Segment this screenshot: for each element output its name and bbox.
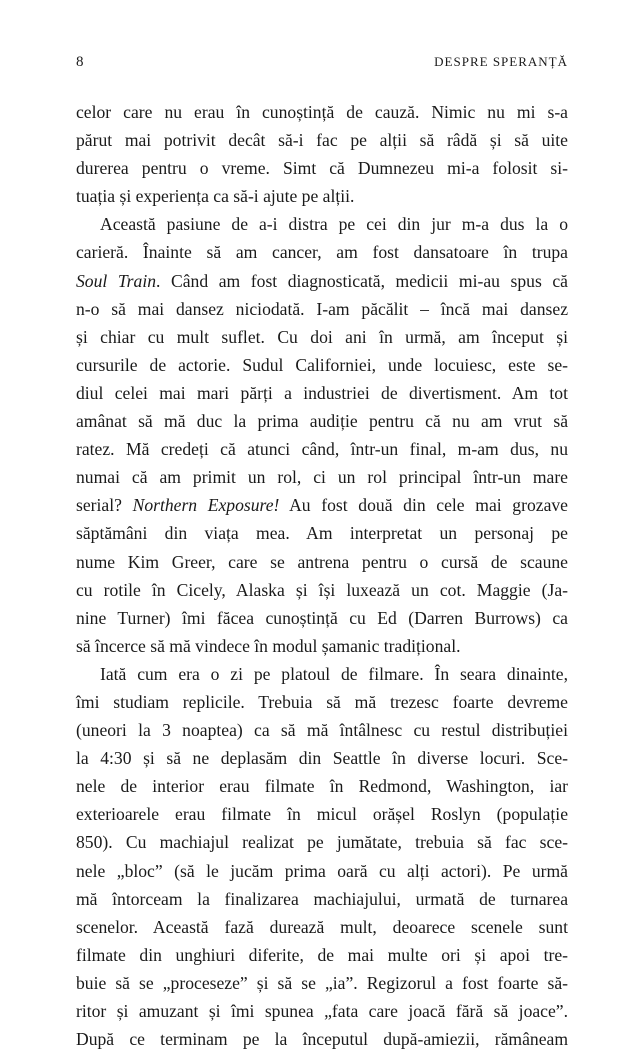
text-line: cursurile de actorie. Sudul Californiei, unde locuiesc, este se- [76, 354, 568, 375]
text-line: numai că am primit un rol, ci un rol principal într-un mare [76, 467, 568, 488]
text-run: Au fost două din cele mai grozave [279, 495, 568, 516]
page-number: 8 [76, 54, 84, 70]
text-line: amânat să mă duc la prima audiție pentru că nu am vrut să [76, 411, 568, 432]
text-line: ritor și amuzant și îmi spunea „fata care joacă fără să joace”. [76, 1001, 568, 1021]
text-line: nele de interior erau filmate în Redmond, Washington, iar [76, 776, 568, 797]
italic-title: Soul Train [76, 270, 157, 291]
chapter-title: DESPRE SPERANȚĂ [434, 54, 568, 69]
text-line: După ce terminam pe la începutul după-amiezii, rămâneam [76, 1029, 568, 1050]
text-line: Iată cum era o zi pe platoul de filmare. În seara dinainte, [100, 663, 568, 684]
text-line: diul celei mai mari părți a industriei de divertisment. Am tot [76, 382, 568, 403]
text-line: îmi studiam replicile. Trebuia să mă trezesc foarte devreme [76, 691, 568, 712]
text-line: să încerce să mă vindece în modul șamanic tradițional. [76, 635, 461, 656]
text-line: durerea pentru o vreme. Simt că Dumnezeu mi-a folosit si- [76, 158, 568, 179]
text-line: nume Kim Greer, care se antrena pentru o cursă de scaune [76, 551, 568, 572]
italic-title: Northern Exposure! [132, 495, 280, 516]
text-line: 850). Cu machiajul realizat pe jumătate, trebuia să fac sce- [76, 832, 568, 853]
text-line: filmate din unghiuri diferite, de mai multe ori și apoi tre- [76, 944, 568, 965]
text-line: Această pasiune de a-i distra pe cei din jur m-a dus la o [100, 214, 568, 235]
running-head [76, 54, 568, 76]
text-line: și chiar cu mult suflet. Cu doi ani în urmă, am început și [76, 326, 568, 347]
text-line: buie să se „proceseze” și să se „ia”. Regizorul a fost foarte să- [76, 972, 568, 993]
text-line: la 4:30 și să ne deplasăm din Seattle în diverse locuri. Sce- [76, 748, 568, 769]
text-line: celor care nu erau în cunoștință de cauză. Nimic nu mi s-a [76, 102, 568, 122]
text-line: cu rotile în Cicely, Alaska și își luxează un cot. Maggie (Ja- [76, 579, 568, 600]
text-line [76, 267, 568, 295]
text-line: nine Turner) îmi făcea cunoștință cu Ed (Darren Burrows) ca [76, 607, 568, 628]
text-line: mă întorceam la finalizarea machiajului, urmată de turnarea [76, 888, 568, 909]
text-run: . Când am fost diagnosticată, medicii mi-au spus că [156, 270, 568, 291]
text-line: ratez. Mă credeți că atunci când, într-un final, m-am dus, nu [76, 439, 568, 460]
text-line: carieră. Înainte să am cancer, am fost dansatoare în trupa [76, 242, 568, 263]
text-run: serial? [76, 495, 133, 516]
text-line: tuația și experiența ca să-i ajute pe alții. [76, 186, 355, 207]
text-line: n-o să mai dansez niciodată. I-am păcălit – încă mai dansez [76, 298, 568, 319]
text-line: (uneori la 3 noaptea) ca să mă întâlnesc cu restul distribuției [76, 720, 568, 741]
body-text [76, 98, 568, 1053]
text-line: părut mai potrivit decât să-i fac pe alții să râdă și să uite [76, 130, 568, 151]
text-line: nele „bloc” (să le jucăm prima oară cu alți actori). Pe urmă [76, 860, 568, 881]
text-line: scenelor. Această fază durează mult, deoarece scenele sunt [76, 916, 568, 937]
text-line [76, 491, 568, 519]
text-line: exterioarele erau filmate în micul orășel Roslyn (populație [76, 804, 568, 825]
text-line: săptămâni din viața mea. Am interpretat un personaj pe [76, 523, 568, 544]
